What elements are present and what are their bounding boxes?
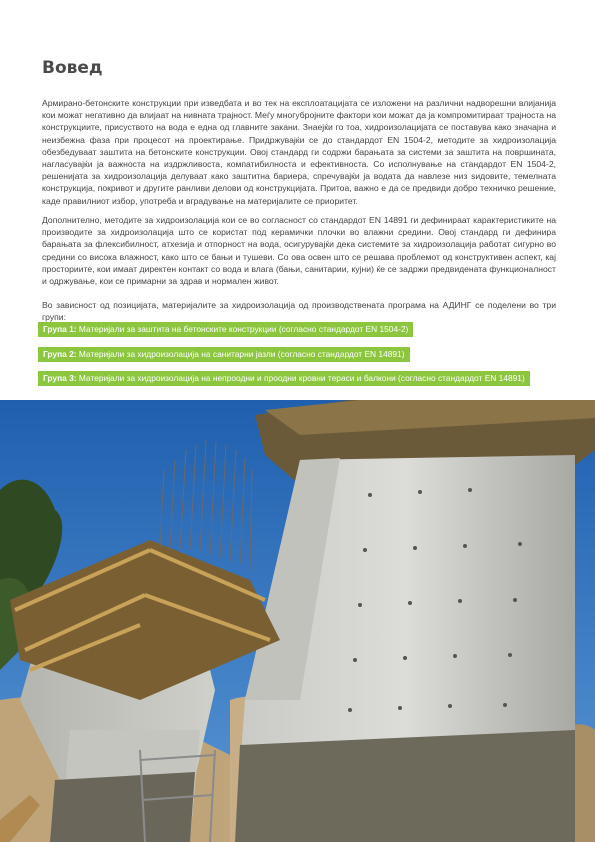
page-title: Вовед [42, 58, 103, 78]
group-2-text: Материјали за хидроизолација на санитарни јазли (согласно стандардот EN 14891) [78, 349, 405, 359]
group-3-text: Материјали за хидроизолација на непроодни и проодни кровни тераси и балкони (согласно стандардот EN 14891) [78, 373, 525, 383]
bridge-pillars-photo [0, 400, 595, 842]
group-1-banner [38, 322, 413, 337]
group-3-label: Група 3: [43, 373, 77, 383]
group-3-banner [38, 371, 530, 386]
intro-paragraph-3: Во зависност од позицијата, материјалите за хидроизолација од производствената програма на АДИНГ се поделени во три групи: [42, 300, 556, 323]
group-1-text: Материјали за заштита на бетонските конструкции (согласно стандардот EN 1504-2) [78, 324, 409, 334]
group-2-banner [38, 347, 410, 362]
group-1-label: Група 1: [43, 324, 77, 334]
intro-paragraph-1: Армирано-бетонските конструкции при изведбата и во тек на експлоатацијата се изложени на различни надворешни влијанија кои можат негативно да влијаат на нивната трајност. Меѓу многубројните фактори кои можат да ја компромитираат трајноста на конструкциите, присуството на вода е една од главните закани. Знаејќи го тоа, хидроизолацијата се поставува како значајна и неизбежна фаза при процесот на проектирање. Придржувајќи се до стандардот EN 1504-2, методите за хидроизолација обезбедуваат заштита на бетонските конструкции. Овој стандард ги содржи барањата за системи за заштита на површината, нагласувајќи ја важноста на издржливоста, компатибилноста и ефективноста. Со исполнување на стандардот EN 1504-2, решенијата за хидроизолација делуваат како заштитна бариера, спречувајќи ја водата да навлезе низ ѕидовите, темелната конструкција, покривот и другите ранливи делови од конструкцијата. Притоа, важно е да се предвиди добро техничко решение, каде правилниот избор, употреба и вградување на материјалите се приоритет. [42, 98, 556, 206]
group-2-label: Група 2: [43, 349, 77, 359]
intro-paragraph-2: Дополнително, методите за хидроизолација кои се во согласност со стандардот EN 14891 ги дефинираат карактеристиките на производите за хидроизолација што се користат под керамички плочки во влажни средини. Овој стандард ги дефинира барањата за флексибилност, атхезија и отпорност на вода, осигурувајќи дека системите за хидроизолација работат сигурно во средини со висока влажност, како што се бањи и тушеви. Со ова освен што се решава проблемот од конструктивен аспект, кај просториите, кои имаат директен контакт со вода и влага (бањи, санитарии, кујни) ќе се задржи предвидената функционалност и одржување, кои се примарни за здрав и нормален живот. [42, 215, 556, 287]
